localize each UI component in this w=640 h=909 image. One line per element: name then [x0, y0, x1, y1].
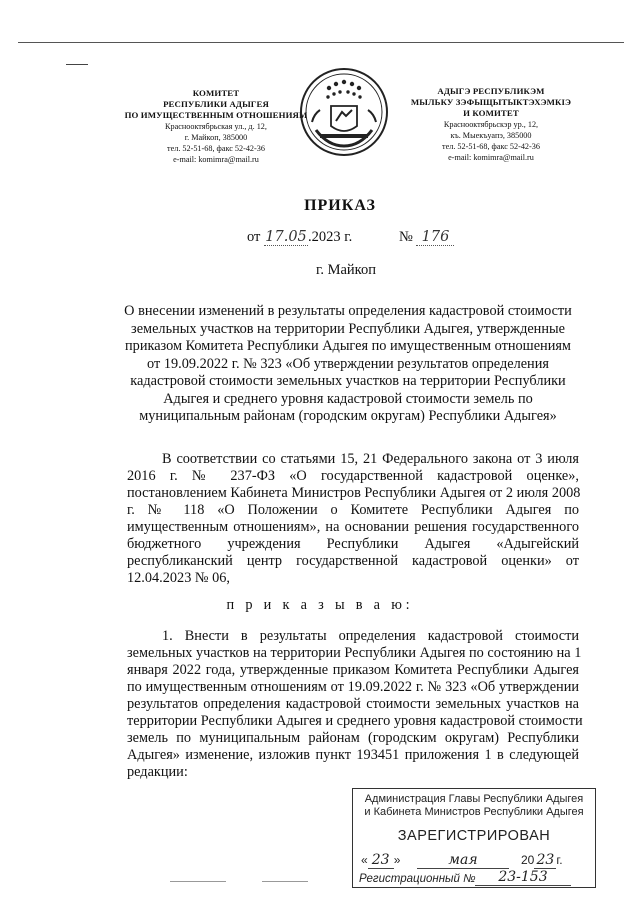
header-right-address1: Краснооктябрьскэр ур., 12, — [443, 120, 539, 129]
item-1-line: редакции: — [127, 764, 188, 780]
header-left-line1: КОМИТЕТ — [192, 88, 240, 98]
stamp-year-handwritten: 23 — [534, 852, 556, 869]
scan-artifact-bottom — [170, 881, 226, 882]
preamble-line: республиканский центр государственной кадастровой оценки» от — [127, 553, 579, 569]
item-1-line: января 2022 года, утвержденные приказом Комитета Республики Адыгея — [127, 662, 579, 678]
preamble — [127, 451, 579, 587]
stamp-month-handwritten: мая — [417, 852, 509, 869]
stamp-year-suffix: г. — [556, 853, 563, 867]
number-handwritten: 176 — [416, 229, 454, 246]
header-left-email: e-mail: komimra@mail.ru — [173, 155, 259, 164]
header-right-line1: АДЫГЭ РЕСПУБЛИКЭМ — [437, 86, 545, 96]
registration-stamp — [352, 788, 596, 888]
preamble-line: постановлением Кабинета Министров Республики Адыгея от 2 июля 2008 — [127, 485, 581, 501]
item-1-line: земель по муниципальным районам (городским округам) Республики — [127, 730, 579, 746]
order-word: п р и к а з ы в а ю: — [226, 597, 414, 613]
header-right-email: e-mail: komimra@mail.ru — [448, 153, 534, 162]
item-1-line: земельных участков на территории Республики Адыгея по состоянию на 1 — [127, 645, 582, 661]
preamble-line: имущественным отношениям», на основании решения государственного — [127, 519, 579, 535]
header-left-address2: г. Майкоп, 385000 — [184, 133, 248, 142]
header-left-line2: РЕСПУБЛИКИ АДЫГЕЯ — [163, 99, 269, 109]
header-right-line3: И КОМИТЕТ — [463, 108, 519, 118]
scan-artifact-line — [18, 42, 624, 43]
stamp-day-handwritten: 23 — [368, 852, 394, 869]
header-left-line3: ПО ИМУЩЕСТВЕННЫМ ОТНОШЕНИЯМ — [124, 110, 308, 120]
coat-of-arms-icon — [298, 66, 390, 158]
header-right-line2: МЫЛЬКУ ЗЭФЫЩЫТЫКТЭХЭМКIЭ — [410, 97, 572, 107]
order-subject: О внесении изменений в результаты определения кадастровой стоимости земельных участков на территории Республики Адыгея, утвержденные приказом Комитета Республики Адыгея по имущественным отношениям от 19.09.2022 г. № 323 «Об утверждении результатов определения кадастровой стоимости земельных участков на территории Республики Адыгея и среднего уровня кадастровой стоимости земель по муниципальным районам (городским округам) Республики Адыгея» — [124, 303, 572, 424]
header-left-phone: тел. 52-51-68, факс 52-42-36 — [167, 144, 265, 153]
header-left-address1: Краснооктябрьская ул., д. 12, — [165, 122, 267, 131]
order-number — [399, 229, 454, 246]
stamp-day: « 23 » — [361, 852, 401, 868]
item-1-line: результатов определения кадастровой стоимости земельных участков на — [127, 696, 579, 712]
stamp-reg-label: Регистрационный № — [359, 873, 476, 885]
date-prefix: от — [247, 229, 261, 245]
order-date — [247, 229, 352, 246]
stamp-year — [521, 852, 563, 869]
item-1-line: Адыгея» изменение, изложив пункт 193451 приложения 1 в следующей — [127, 747, 579, 763]
stamp-reg-number: 23-153 — [475, 869, 571, 886]
date-handwritten: 17.05 — [265, 229, 307, 245]
header-right-address2: къ. Мыекъуапэ, 385000 — [450, 131, 532, 140]
document-title: ПРИКАЗ — [304, 197, 376, 214]
stamp-year-prefix: 20 — [521, 853, 535, 867]
stamp-org-line1: Администрация Главы Республики Адыгея — [364, 793, 584, 805]
item-1-line: по имущественным отношениям от 19.09.2022 г. № 323 «Об утверждении — [127, 679, 579, 695]
preamble-line: 12.04.2023 № 06, — [127, 570, 230, 586]
stamp-status: ЗАРЕГИСТРИРОВАН — [397, 828, 551, 844]
preamble-line: 2016 г. № 237-ФЗ «О государственной кадастровой оценке», — [127, 468, 579, 484]
date-suffix: .2023 г. — [308, 229, 353, 245]
city: г. Майкоп — [316, 262, 376, 278]
number-prefix: № — [399, 229, 413, 245]
item-1-line: территории Республики Адыгея и среднего уровня кадастровой стоимости — [127, 713, 583, 729]
scan-artifact-bottom — [262, 881, 308, 882]
preamble-line: бюджетного учреждения Республики Адыгея «Адыгейский — [127, 536, 579, 552]
scan-artifact-mark — [66, 64, 88, 65]
item-1-line: 1. Внести в результаты определения кадастровой стоимости — [162, 628, 579, 644]
header-right-phone: тел. 52-51-68, факс 52-42-36 — [442, 142, 540, 151]
item-1 — [127, 628, 583, 781]
preamble-line: В соответствии со статьями 15, 21 Федерального закона от 3 июля — [162, 451, 579, 467]
header-right — [390, 86, 592, 163]
stamp-month — [417, 852, 509, 869]
stamp-org-line2: и Кабинета Министров Республики Адыгея — [364, 806, 584, 818]
preamble-line: г. № 118 «О Положении о Комитете Республики Адыгея по — [127, 502, 579, 518]
